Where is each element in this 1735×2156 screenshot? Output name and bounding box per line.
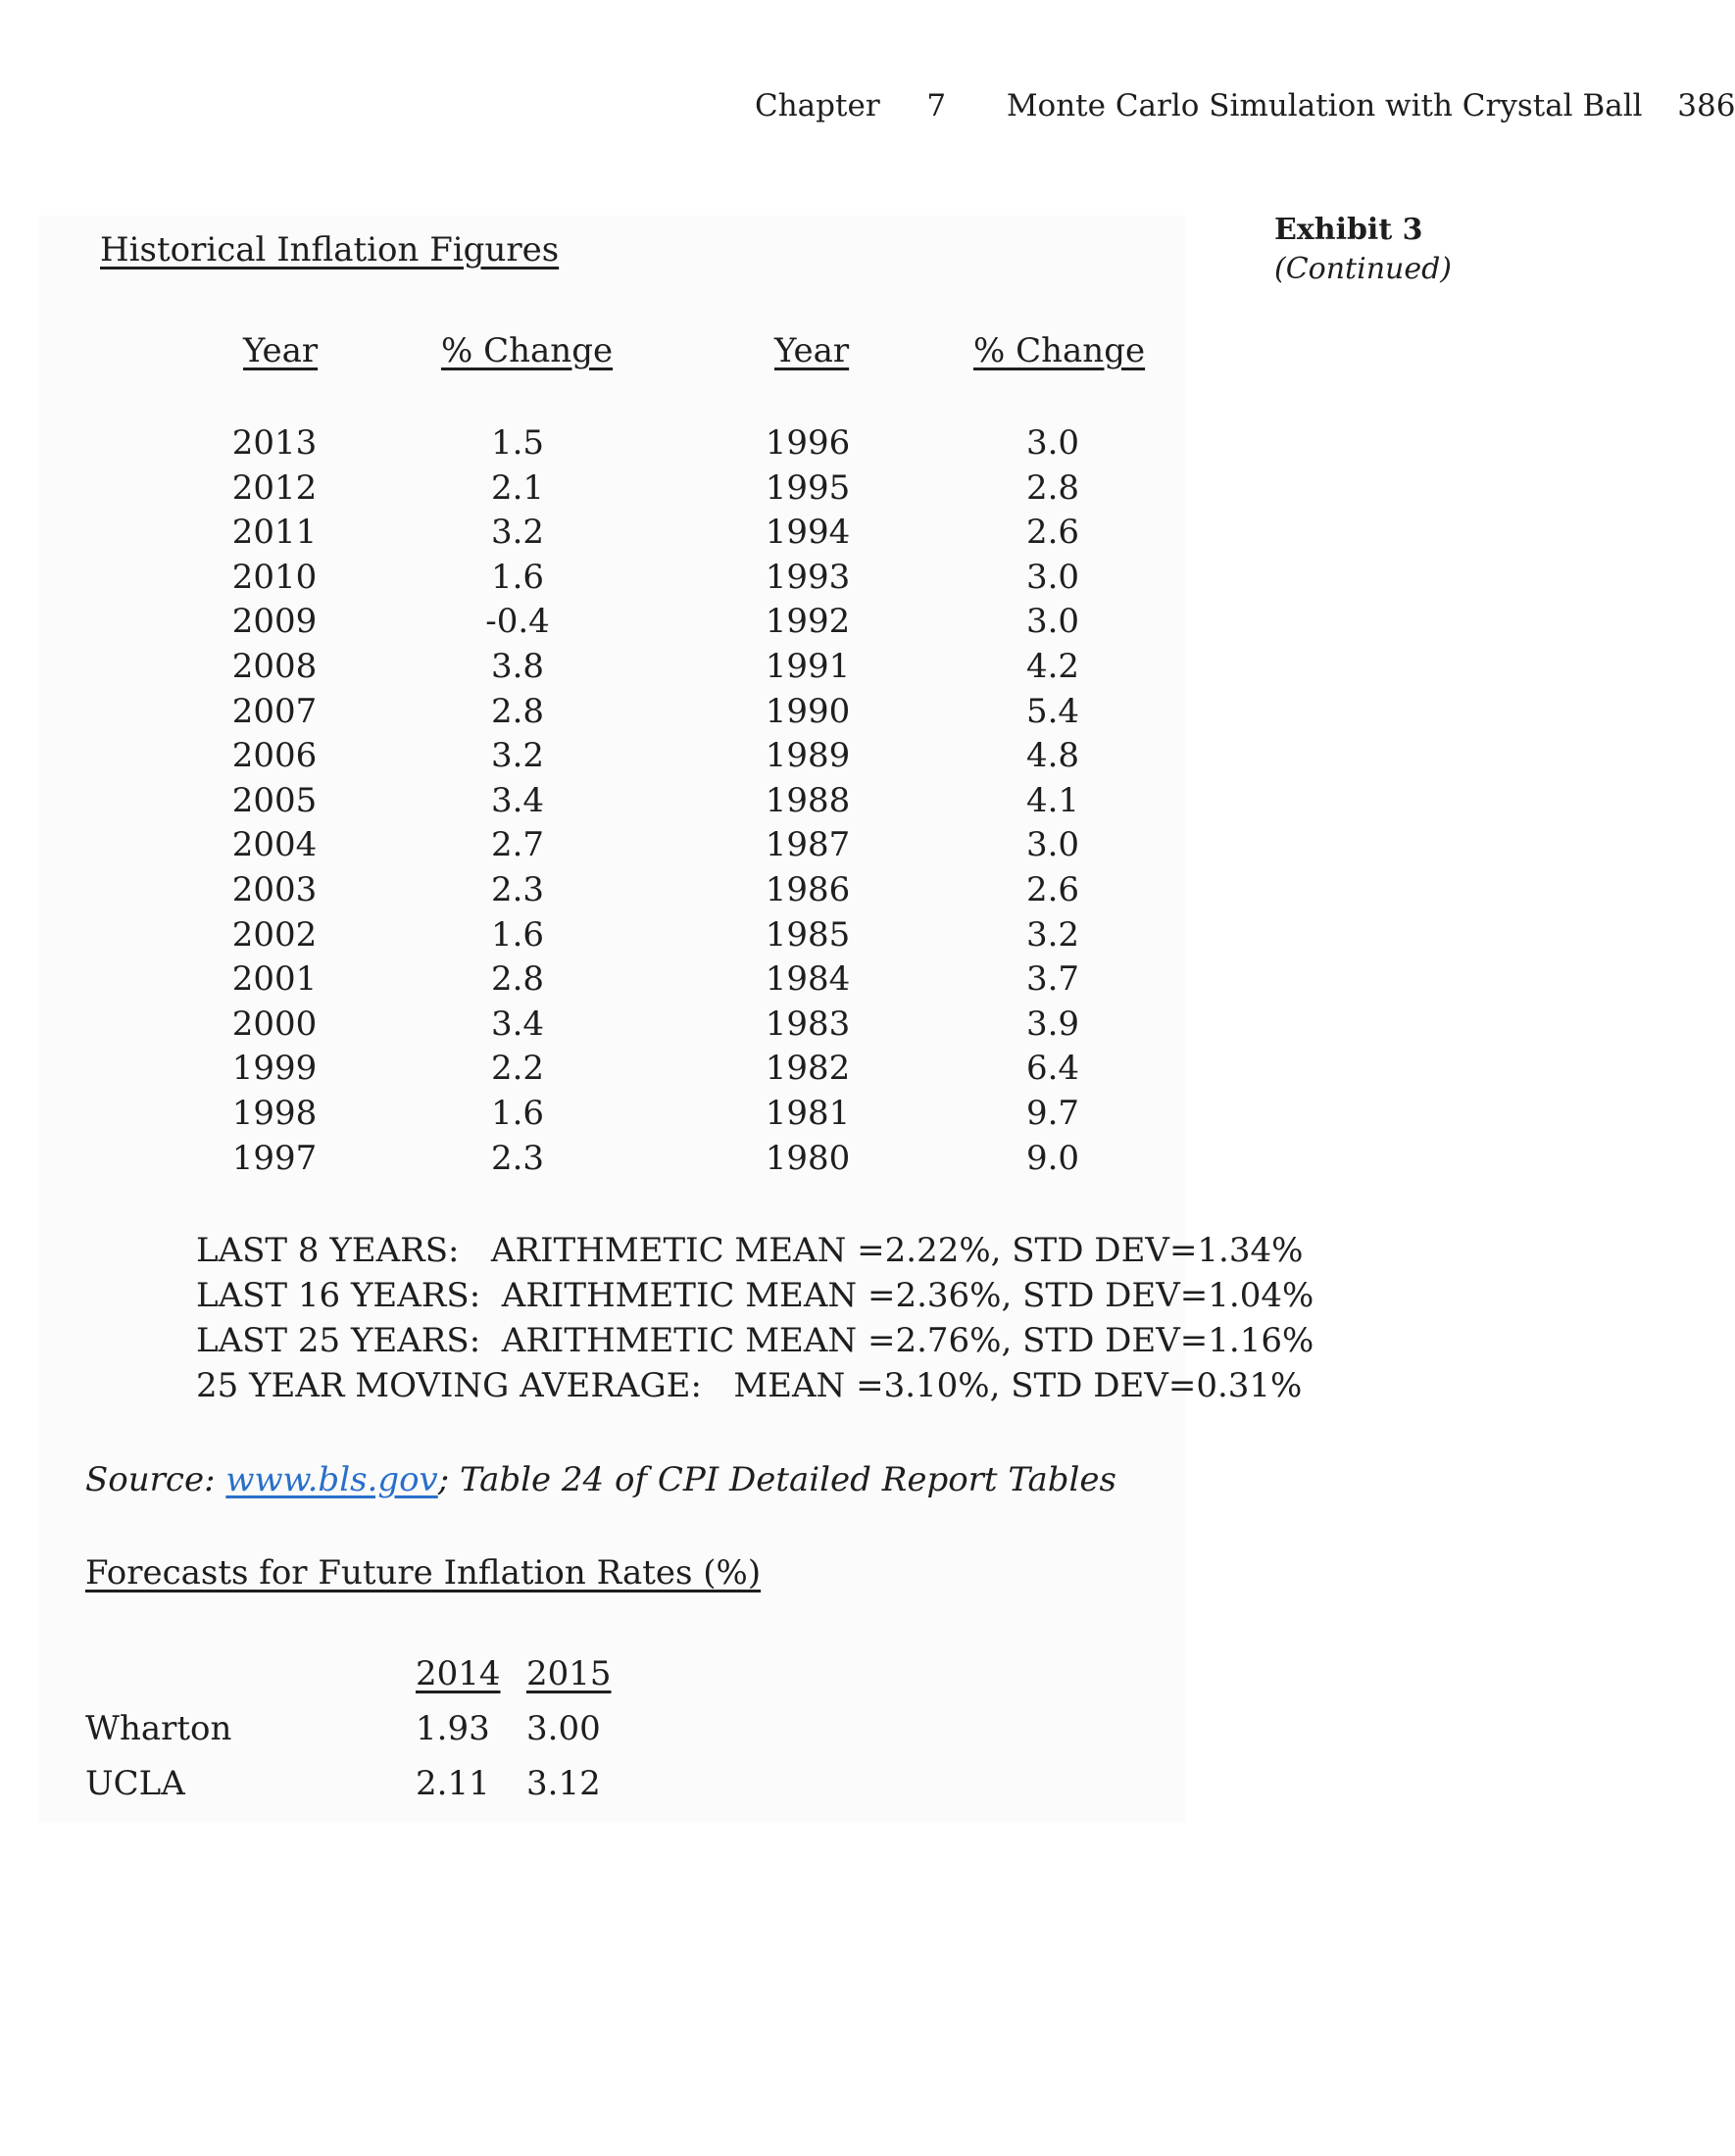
- stat-line: 25 YEAR MOVING AVERAGE: MEAN =3.10%, STD DEV=0.31%: [196, 1366, 1303, 1405]
- forecast-value: 3.12: [526, 1764, 601, 1803]
- pct-change-cell: -0.4: [485, 602, 550, 642]
- exhibit-title: Exhibit 3: [1274, 213, 1423, 247]
- pct-change-cell: 3.0: [1025, 557, 1080, 597]
- year-cell: 1985: [765, 914, 851, 955]
- source-note: [85, 1460, 1116, 1499]
- year-cell: 2012: [231, 467, 318, 508]
- year-cell: 1980: [765, 1138, 851, 1178]
- historical-title: Historical Inflation Figures: [100, 230, 560, 270]
- pct-change-cell: 4.1: [1025, 780, 1080, 820]
- pct-change-cell: 2.6: [1025, 869, 1080, 909]
- chapter-label: Chapter: [755, 88, 880, 123]
- pct-change-cell: 3.0: [1025, 423, 1080, 463]
- year-cell: 1997: [231, 1138, 318, 1178]
- year-cell: 1981: [765, 1093, 851, 1133]
- pct-change-cell: 2.8: [490, 691, 545, 731]
- pct-change-cell: 3.4: [490, 780, 545, 820]
- pct-change-cell: 2.8: [1025, 467, 1080, 508]
- pct-change-cell: 4.2: [1025, 646, 1080, 686]
- year-cell: 1993: [765, 557, 851, 597]
- year-cell: 1999: [231, 1049, 318, 1089]
- pct-change-cell: 3.7: [1025, 959, 1080, 1000]
- pct-change-cell: 2.6: [1025, 513, 1080, 553]
- forecast-year-2015: 2015: [526, 1654, 612, 1693]
- stat-line: LAST 25 YEARS: ARITHMETIC MEAN =2.76%, STD DEV=1.16%: [196, 1321, 1314, 1360]
- pct-change-cell: 3.8: [490, 646, 545, 686]
- pct-change-cell: 2.8: [490, 959, 545, 1000]
- year-cell: 2007: [231, 691, 318, 731]
- year-cell: 1987: [765, 825, 851, 865]
- exhibit-label: [1274, 211, 1452, 289]
- year-cell: 1995: [765, 467, 851, 508]
- year-cell: 2006: [231, 736, 318, 776]
- forecast-row-label: Wharton: [85, 1709, 232, 1748]
- pct-change-cell: 3.0: [1025, 602, 1080, 642]
- forecast-value: 2.11: [416, 1764, 490, 1803]
- pct-change-cell: 3.4: [490, 1004, 545, 1044]
- pct-change-cell: 9.0: [1025, 1138, 1080, 1178]
- pct-change-cell: 1.6: [490, 1093, 545, 1133]
- source-link[interactable]: www.bls.gov: [225, 1460, 438, 1499]
- year-cell: 2002: [231, 914, 318, 955]
- stat-line: LAST 8 YEARS: ARITHMETIC MEAN =2.22%, STD DEV=1.34%: [196, 1231, 1304, 1270]
- col-header-year-2: Year: [774, 331, 850, 370]
- forecast-year-2014: 2014: [416, 1654, 501, 1693]
- pct-change-cell: 9.7: [1025, 1093, 1080, 1133]
- year-cell: 1996: [765, 423, 851, 463]
- year-cell: 2003: [231, 869, 318, 909]
- pct-change-cell: 2.7: [490, 825, 545, 865]
- year-cell: 2011: [231, 513, 318, 553]
- source-suffix: ; Table 24 of CPI Detailed Report Tables: [437, 1460, 1116, 1499]
- year-cell: 1982: [765, 1049, 851, 1089]
- col-header-year-1: Year: [243, 331, 319, 370]
- chapter-number: 7: [926, 88, 947, 123]
- year-cell: 1991: [765, 646, 851, 686]
- pct-change-cell: 1.6: [490, 557, 545, 597]
- pct-change-cell: 2.3: [490, 869, 545, 909]
- year-cell: 1988: [765, 780, 851, 820]
- year-cell: 1986: [765, 869, 851, 909]
- year-cell: 2009: [231, 602, 318, 642]
- year-cell: 1983: [765, 1004, 851, 1044]
- pct-change-cell: 2.1: [490, 467, 545, 508]
- pct-change-cell: 3.2: [490, 736, 545, 776]
- forecast-row-label: UCLA: [85, 1764, 185, 1803]
- source-prefix: Source:: [85, 1460, 226, 1499]
- year-cell: 2013: [231, 423, 318, 463]
- year-cell: 2005: [231, 780, 318, 820]
- col-header-change-2: % Change: [973, 331, 1146, 370]
- pct-change-cell: 3.0: [1025, 825, 1080, 865]
- year-cell: 2008: [231, 646, 318, 686]
- year-cell: 2004: [231, 825, 318, 865]
- summary-statistics: [196, 1228, 1314, 1408]
- pct-change-cell: 2.2: [490, 1049, 545, 1089]
- year-cell: 1984: [765, 959, 851, 1000]
- year-cell: 2001: [231, 959, 318, 1000]
- year-cell: 1998: [231, 1093, 318, 1133]
- forecasts-title: Forecasts for Future Inflation Rates (%): [85, 1553, 762, 1592]
- chapter-title: Monte Carlo Simulation with Crystal Ball: [1006, 88, 1643, 123]
- year-cell: 1994: [765, 513, 851, 553]
- pct-change-cell: 4.8: [1025, 736, 1080, 776]
- page-number: 386: [1677, 88, 1735, 123]
- forecast-value: 3.00: [526, 1709, 601, 1748]
- col-header-change-1: % Change: [441, 331, 614, 370]
- pct-change-cell: 2.3: [490, 1138, 545, 1178]
- pct-change-cell: 3.2: [490, 513, 545, 553]
- year-cell: 1989: [765, 736, 851, 776]
- exhibit-subtitle: (Continued): [1274, 252, 1452, 286]
- year-cell: 1990: [765, 691, 851, 731]
- pct-change-cell: 6.4: [1025, 1049, 1080, 1089]
- page-header: [755, 88, 1735, 123]
- year-cell: 2000: [231, 1004, 318, 1044]
- year-cell: 2010: [231, 557, 318, 597]
- stat-line: LAST 16 YEARS: ARITHMETIC MEAN =2.36%, STD DEV=1.04%: [196, 1276, 1314, 1315]
- pct-change-cell: 3.9: [1025, 1004, 1080, 1044]
- forecast-value: 1.93: [416, 1709, 490, 1748]
- pct-change-cell: 1.5: [490, 423, 545, 463]
- pct-change-cell: 1.6: [490, 914, 545, 955]
- pct-change-cell: 3.2: [1025, 914, 1080, 955]
- year-cell: 1992: [765, 602, 851, 642]
- pct-change-cell: 5.4: [1025, 691, 1080, 731]
